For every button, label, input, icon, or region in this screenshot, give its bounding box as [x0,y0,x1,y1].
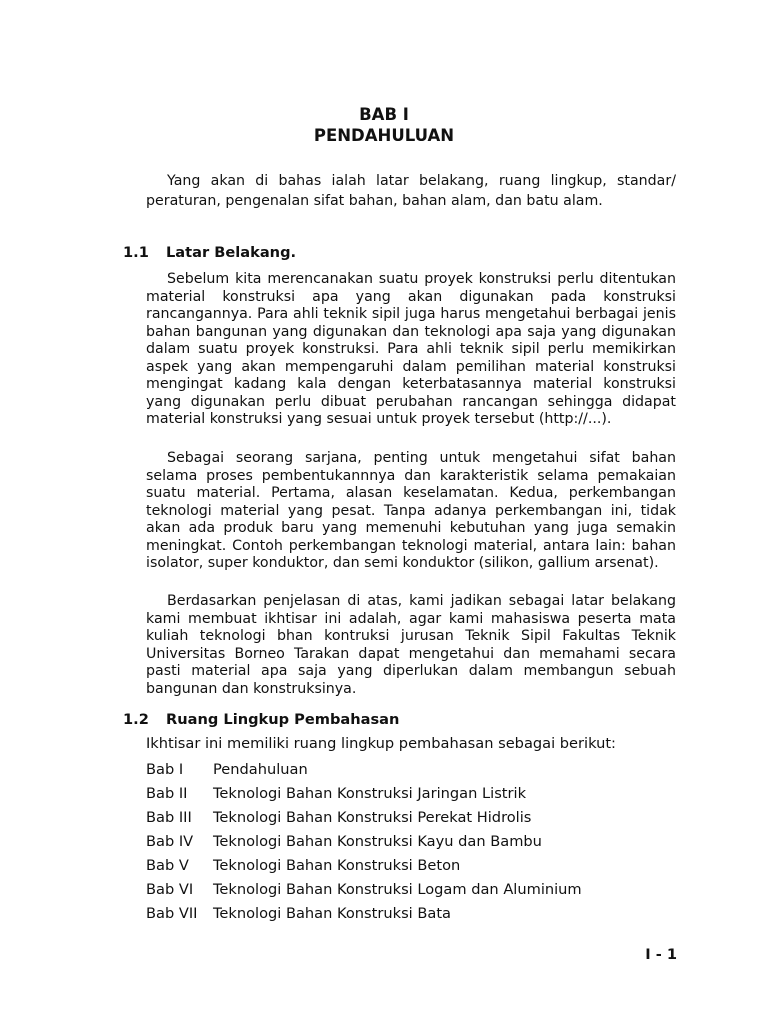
list-item [146,832,686,856]
list-item [146,880,686,904]
chapter-number: Bab VII [146,905,198,922]
list-item [146,784,686,808]
chapter-name: Teknologi Bahan Konstruksi Jaringan Listrik [213,785,527,802]
chapter-name: Teknologi Bahan Konstruksi Beton [213,857,461,874]
section-title: Ruang Lingkup Pembahasan [166,711,400,728]
page-number: I - 1 [645,946,677,963]
chapter-number: Bab IV [146,833,194,850]
paragraph-2: Sebagai seorang sarjana, penting untuk mengetahui sifat bahan selama proses pembentukannnya dan karakteristik selama pemakaian suatu material. Pertama, alasan keselamatan. Kedua, perkembangan teknologi material yang pesat. Tanpa adanya perkembangan ini, tidak akan ada produk baru yang memenuhi kebutuhan yang juga semakin meningkat. Contoh perkembangan teknologi material, antara lain: bahan isolator, super konduktor, dan semi konduktor (silikon, gallium arsenat). [146,450,676,571]
chapter-number: Bab V [146,857,189,874]
section-heading-1-2 [123,711,683,729]
list-item [146,904,686,928]
list-item [146,856,686,880]
section-heading-1-1 [123,244,683,262]
chapter-number: Bab I [146,761,184,778]
chapter-name: Teknologi Bahan Konstruksi Perekat Hidrolis [213,809,532,826]
chapter-number: Bab VI [146,881,194,898]
intro-paragraph: Yang akan di bahas ialah latar belakang, ruang lingkup, standar/ peraturan, pengenalan sifat bahan, bahan alam, dan batu alam. [146,173,676,209]
chapter-title: PENDAHULUAN [313,126,455,145]
chapter-list [146,760,686,928]
chapter-name: Teknologi Bahan Konstruksi Kayu dan Bambu [213,833,542,850]
chapter-name: Teknologi Bahan Konstruksi Bata [213,905,451,922]
paragraph-1: Sebelum kita merencanakan suatu proyek konstruksi perlu ditentukan material konstruksi apa yang akan digunakan pada konstruksi rancangannya. Para ahli teknik sipil juga harus mengetahui berbagai jenis bahan bangunan yang digunakan dan teknologi apa saja yang digunakan dalam suatu proyek konstruksi. Para ahli teknik sipil perlu memikirkan aspek yang akan mempengaruhi dalam pemilihan material konstruksi mengingat kadang kala dengan keterbatasannya material konstruksi yang digunakan perlu dibuat perubahan rancangan sehingga didapat material konstruksi yang sesuai untuk proyek tersebut (http://...). [146,271,676,427]
scope-intro: Ikhtisar ini memiliki ruang lingkup pembahasan sebagai berikut: [146,735,616,752]
section-title: Latar Belakang. [166,244,297,261]
list-item [146,760,686,784]
section-number: 1.1 [123,244,149,261]
section-number: 1.2 [123,711,149,728]
paragraph-3: Berdasarkan penjelasan di atas, kami jadikan sebagai latar belakang kami membuat ikhtisar ini adalah, agar kami mahasiswa peserta mata kuliah teknologi bhan kontruksi jurusan Teknik Sipil Fakultas Teknik Universitas Borneo Tarakan dapat mengetahui dan memahami secara pasti material apa saja yang diperlukan dalam membangun sebuah bangunan dan konstruksinya. [146,593,676,697]
chapter-name: Pendahuluan [213,761,308,778]
chapter-name: Teknologi Bahan Konstruksi Logam dan Aluminium [213,881,582,898]
chapter-label: BAB I [359,105,409,124]
list-item [146,808,686,832]
chapter-number: Bab II [146,785,188,802]
chapter-number: Bab III [146,809,192,826]
